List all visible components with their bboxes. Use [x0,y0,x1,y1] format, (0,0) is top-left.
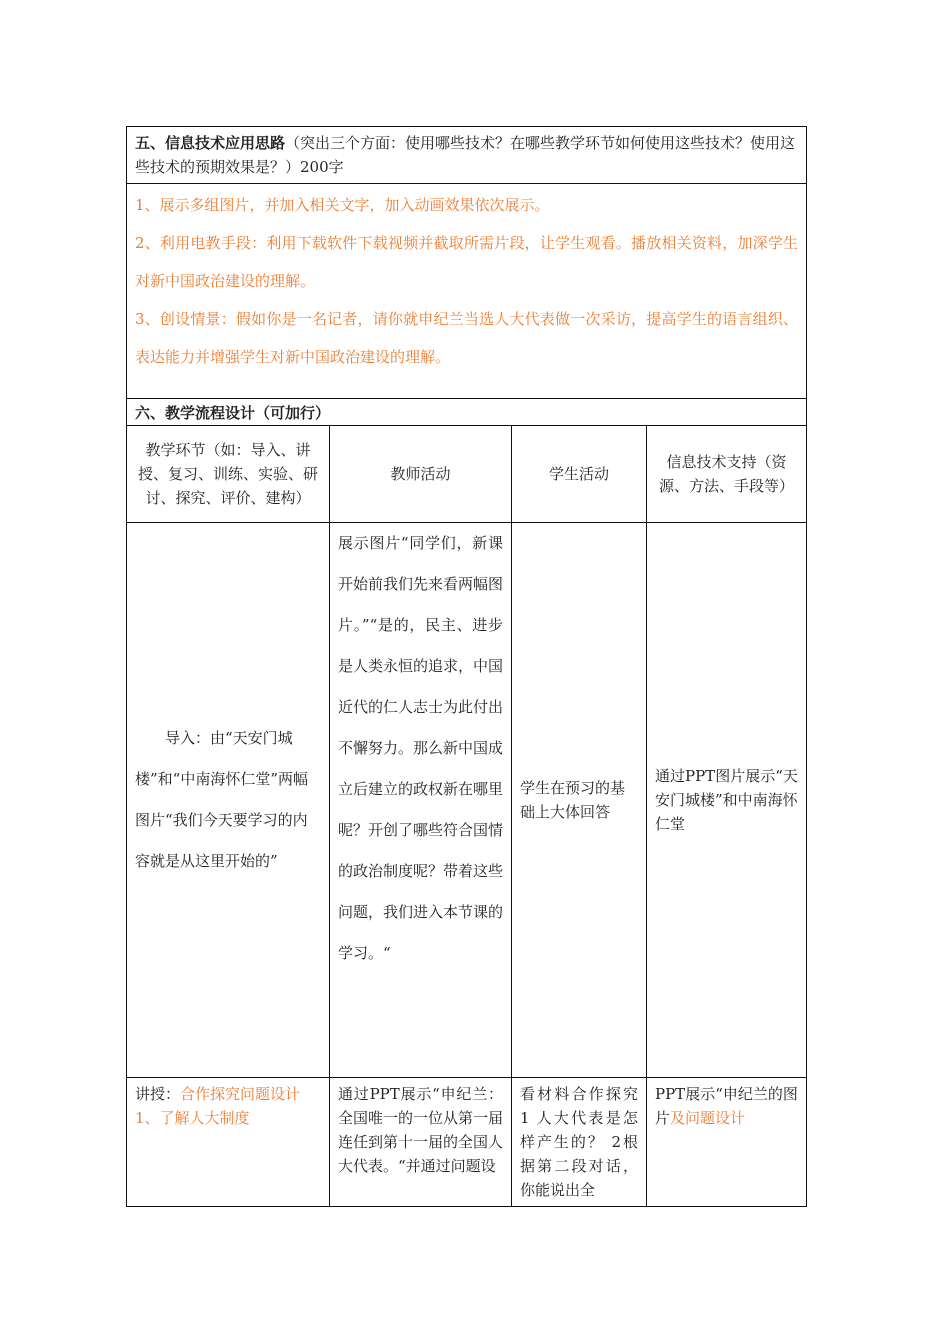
student-cell: 学生在预习的基础上大体回答 [512,523,647,1078]
stage-cell: 导入：由“天安门城楼”和“中南海怀仁堂”两幅图片“我们今天要学习的内容就是从这里开始的” [127,523,330,1078]
stage-topic: 合作探究问题设计 [180,1085,301,1103]
section6-title: 六、教学流程设计（可加行） [127,399,807,426]
teacher-cell: 通过PPT展示“申纪兰：全国唯一的一位从第一届连任到第十一届的全国人大代表。“并通过问题设 [330,1078,512,1207]
table-row [127,1078,807,1207]
section5-item-2: 2、利用电教手段：利用下载软件下载视频并截取所需片段，让学生观看。播放相关资料，加深学生对新中国政治建设的理解。 [135,234,799,290]
section6-header-row [127,399,807,426]
header-student: 学生活动 [512,426,647,523]
stage-subtopic: 1、了解人大制度 [135,1109,250,1127]
tech-prefix: PPT展示“申纪兰的图片 [655,1085,798,1127]
table-header-row [127,426,807,523]
tech-highlight: 及问题设计 [670,1109,746,1127]
student-cell: 看材料合作探究 1 人大代表是怎样产生的？ 2根据第二段对话，你能说出全 [512,1078,647,1207]
section5-body-cell [127,184,807,399]
section5-body-row [127,184,807,399]
header-tech: 信息技术支持（资源、方法、手段等） [647,426,807,523]
stage-prefix: 讲授： [135,1085,181,1103]
lesson-plan-table [126,126,807,1207]
section5-item-3: 3、创设情景：假如你是一名记者，请你就申纪兰当选人大代表做一次采访，提高学生的语言组织、表达能力并增强学生对新中国政治建设的理解。 [135,310,799,366]
tech-cell [647,1078,807,1207]
section5-note: （突出三个方面：使用哪些技术？在哪些教学环节如何使用这些技术？使用这些技术的预期效果是？）200字 [135,134,796,176]
header-teacher: 教师活动 [330,426,512,523]
teacher-cell: 展示图片“同学们，新课开始前我们先来看两幅图片。”“是的，民主、进步是人类永恒的追求，中国近代的仁人志士为此付出不懈努力。那么新中国成立后建立的政权新在哪里呢？开创了哪些符合国情的政治制度呢？带着这些问题，我们进入本节课的学习。“ [330,523,512,1078]
section5-header-row [127,127,807,184]
table-row [127,523,807,1078]
section5-header-cell [127,127,807,184]
stage-cell [127,1078,330,1207]
section5-item-1: 1、展示多组图片，并加入相关文字，加入动画效果依次展示。 [135,196,550,214]
header-stage: 教学环节（如：导入、讲授、复习、训练、实验、研讨、探究、评价、建构） [127,426,330,523]
section5-title: 五、信息技术应用思路 [135,134,286,152]
document-page [126,126,806,1207]
tech-cell: 通过PPT图片展示“天安门城楼”和中南海怀仁堂 [647,523,807,1078]
